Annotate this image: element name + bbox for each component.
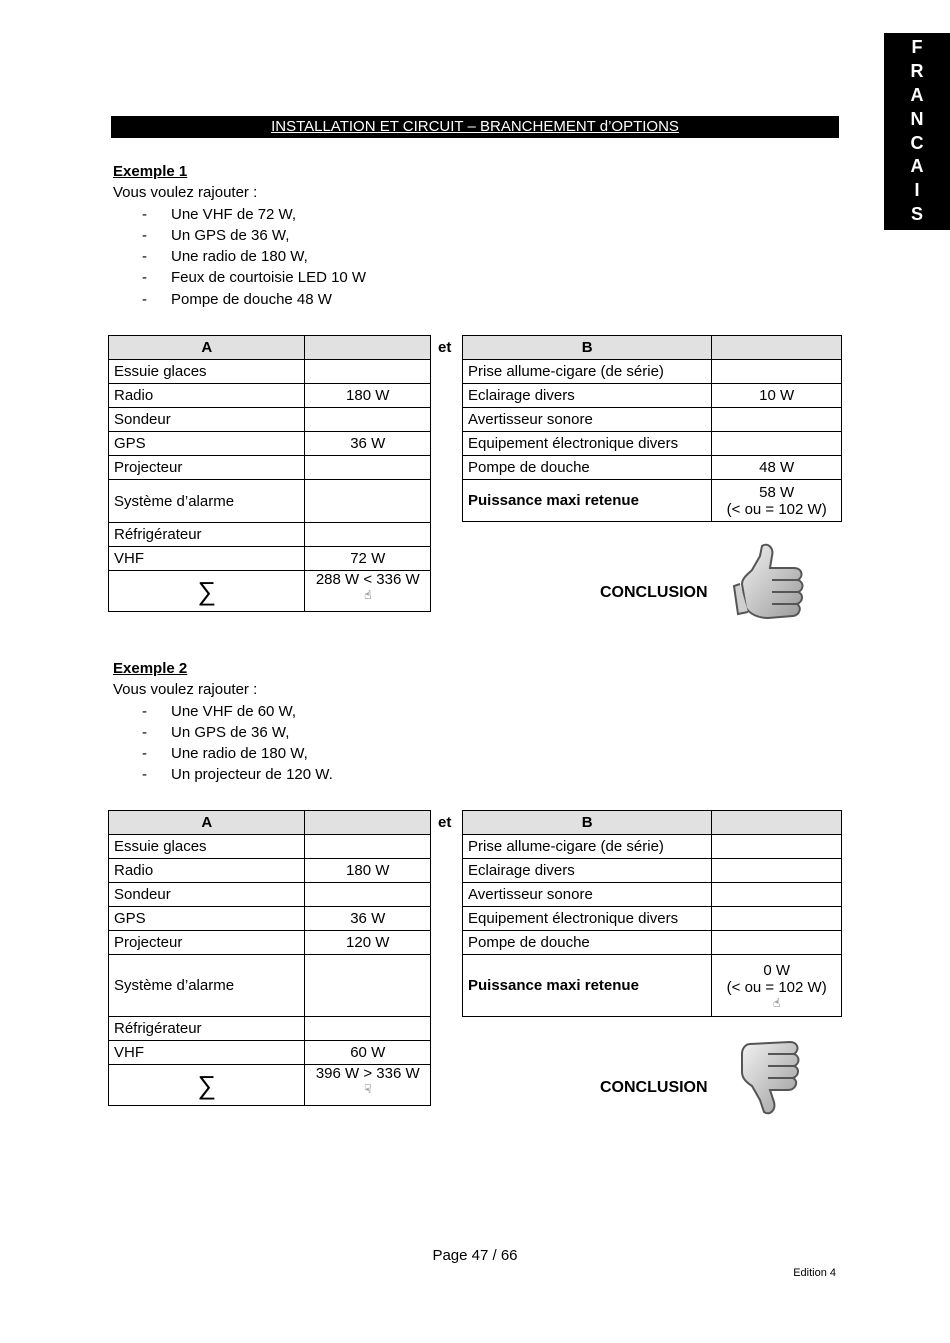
row-value: 120 W [305,931,431,955]
row-value [305,1017,431,1041]
table-header-cell: B [463,336,712,360]
table-row [463,360,842,384]
table-header-cell [305,336,431,360]
table-header-row [463,336,842,360]
max-power-note: (< ou = 102 W) [726,978,827,996]
language-tab-letter: A [910,84,924,105]
table-row [109,480,431,523]
max-power-row [463,955,842,1017]
list-item: - Une VHF de 60 W, [142,702,297,720]
row-value [305,955,431,1017]
list-item: - Une radio de 180 W, [142,248,308,266]
max-power-note: (< ou = 102 W) [726,500,827,518]
thumb-down-icon [730,1034,820,1118]
max-power-value: 0 W [763,961,791,979]
total-value: 396 W > 336 W [315,1065,420,1082]
example-1-list [113,204,366,310]
row-label: Pompe de douche [463,456,712,480]
row-value [712,835,842,859]
example-2-text [113,658,333,786]
max-power-cell [712,955,842,1017]
row-label: Avertisseur sonore [463,408,712,432]
row-value [305,456,431,480]
row-value [712,408,842,432]
section-title-bar [111,116,839,138]
page-number: Page 47 / 66 [432,1247,518,1264]
row-value [305,360,431,384]
table-row [463,384,842,408]
language-tab-letter: N [910,108,924,129]
list-item: - Une radio de 180 W, [142,745,308,763]
language-tab-letter: A [910,156,924,177]
total-row [109,571,431,612]
row-label: Sondeur [109,883,305,907]
total-value: 288 W < 336 W [315,571,420,588]
example-1-intro: Vous voulez rajouter : [113,184,258,202]
table-row [463,931,842,955]
row-label: Système d’alarme [109,480,305,523]
row-value [712,360,842,384]
table-row [109,955,431,1017]
table-header-row [109,811,431,835]
table-row [109,432,431,456]
table-row [463,859,842,883]
row-value [712,931,842,955]
table-row [463,408,842,432]
example-2-list [113,701,333,786]
example-1-table-b [462,335,842,522]
row-value [305,883,431,907]
table-header-cell: A [109,811,305,835]
thumb-down-icon: ☟ [364,1082,372,1096]
row-value [305,408,431,432]
table-header-row [463,811,842,835]
sigma-symbol: ∑ [109,1065,305,1106]
table-row [109,547,431,571]
row-label: Réfrigérateur [109,1017,305,1041]
row-value [305,480,431,523]
table-header-cell: B [463,811,712,835]
total-row [109,1065,431,1106]
row-label: Essuie glaces [109,835,305,859]
row-label: Projecteur [109,456,305,480]
table-row [109,931,431,955]
et-label: et [438,339,452,356]
total-cell [305,1065,431,1106]
row-value [712,859,842,883]
table-row [463,835,842,859]
row-label: Avertisseur sonore [463,883,712,907]
language-tab [884,33,950,230]
row-value: 180 W [305,859,431,883]
max-power-cell [712,480,842,522]
max-power-label: Puissance maxi retenue [463,480,712,522]
row-value [305,523,431,547]
row-label: Réfrigérateur [109,523,305,547]
table-row [109,408,431,432]
row-label: Eclairage divers [463,859,712,883]
table-row [109,523,431,547]
row-label: Radio [109,859,305,883]
row-value: 10 W [712,384,842,408]
table-row [463,456,842,480]
row-label: GPS [109,907,305,931]
table-header-cell: A [109,336,305,360]
row-value: 180 W [305,384,431,408]
example-1-text [113,161,366,310]
language-tab-letter: C [910,132,924,153]
list-item: - Pompe de douche 48 W [142,290,332,308]
language-tab-letter: F [911,37,923,58]
row-value: 60 W [305,1041,431,1065]
row-value: 72 W [305,547,431,571]
table-row [109,859,431,883]
table-row [109,456,431,480]
example-2-title: Exemple 2 [113,660,188,677]
row-label: Sondeur [109,408,305,432]
table-row [463,883,842,907]
table-row [109,360,431,384]
row-value: 36 W [305,907,431,931]
table-header-row [109,336,431,360]
table-row [109,883,431,907]
row-label: Projecteur [109,931,305,955]
row-value [305,835,431,859]
example-2-table-b [462,810,842,1017]
table-header-cell [712,811,842,835]
table-row [463,432,842,456]
thumb-up-icon: ☝ [773,995,781,1010]
example-2-table-a [108,810,431,1106]
row-value [712,432,842,456]
total-cell [305,571,431,612]
max-power-value: 58 W [759,483,795,501]
table-row [463,907,842,931]
list-item: - Feux de courtoisie LED 10 W [142,269,367,287]
row-label: VHF [109,547,305,571]
example-2-intro: Vous voulez rajouter : [113,681,258,699]
language-tab-letter: I [914,180,920,201]
row-label: Eclairage divers [463,384,712,408]
list-item: - Un GPS de 36 W, [142,723,290,741]
row-label: Radio [109,384,305,408]
row-label: VHF [109,1041,305,1065]
list-item: - Un GPS de 36 W, [142,226,290,244]
row-label: GPS [109,432,305,456]
language-tab-letter: R [910,61,924,82]
row-label: Prise allume-cigare (de série) [463,835,712,859]
table-header-cell [712,336,842,360]
row-value [712,907,842,931]
et-label: et [438,814,452,831]
row-value [712,883,842,907]
row-label: Prise allume-cigare (de série) [463,360,712,384]
conclusion-label: CONCLUSION [600,584,708,601]
example-1-title: Exemple 1 [113,163,188,180]
sigma-symbol: ∑ [109,571,305,612]
list-item: - Une VHF de 72 W, [142,205,297,223]
table-row [109,1017,431,1041]
conclusion-label: CONCLUSION [600,1079,708,1096]
example-1-table-a [108,335,431,612]
row-label: Equipement électronique divers [463,907,712,931]
table-row [109,835,431,859]
row-value: 48 W [712,456,842,480]
language-tab-letter: S [910,203,923,224]
table-row [109,907,431,931]
table-header-cell [305,811,431,835]
row-value: 36 W [305,432,431,456]
list-item: - Un projecteur de 120 W. [142,766,333,784]
row-label: Pompe de douche [463,931,712,955]
max-power-row [463,480,842,522]
max-power-label: Puissance maxi retenue [463,955,712,1017]
table-row [109,384,431,408]
row-label: Système d’alarme [109,955,305,1017]
table-row [109,1041,431,1065]
thumb-up-icon [728,540,820,628]
thumb-up-icon: ☝ [364,588,372,602]
row-label: Equipement électronique divers [463,432,712,456]
section-title: INSTALLATION ET CIRCUIT – BRANCHEMENT d’OPTIONS [271,118,679,135]
row-label: Essuie glaces [109,360,305,384]
edition-label: Edition 4 [793,1267,836,1279]
